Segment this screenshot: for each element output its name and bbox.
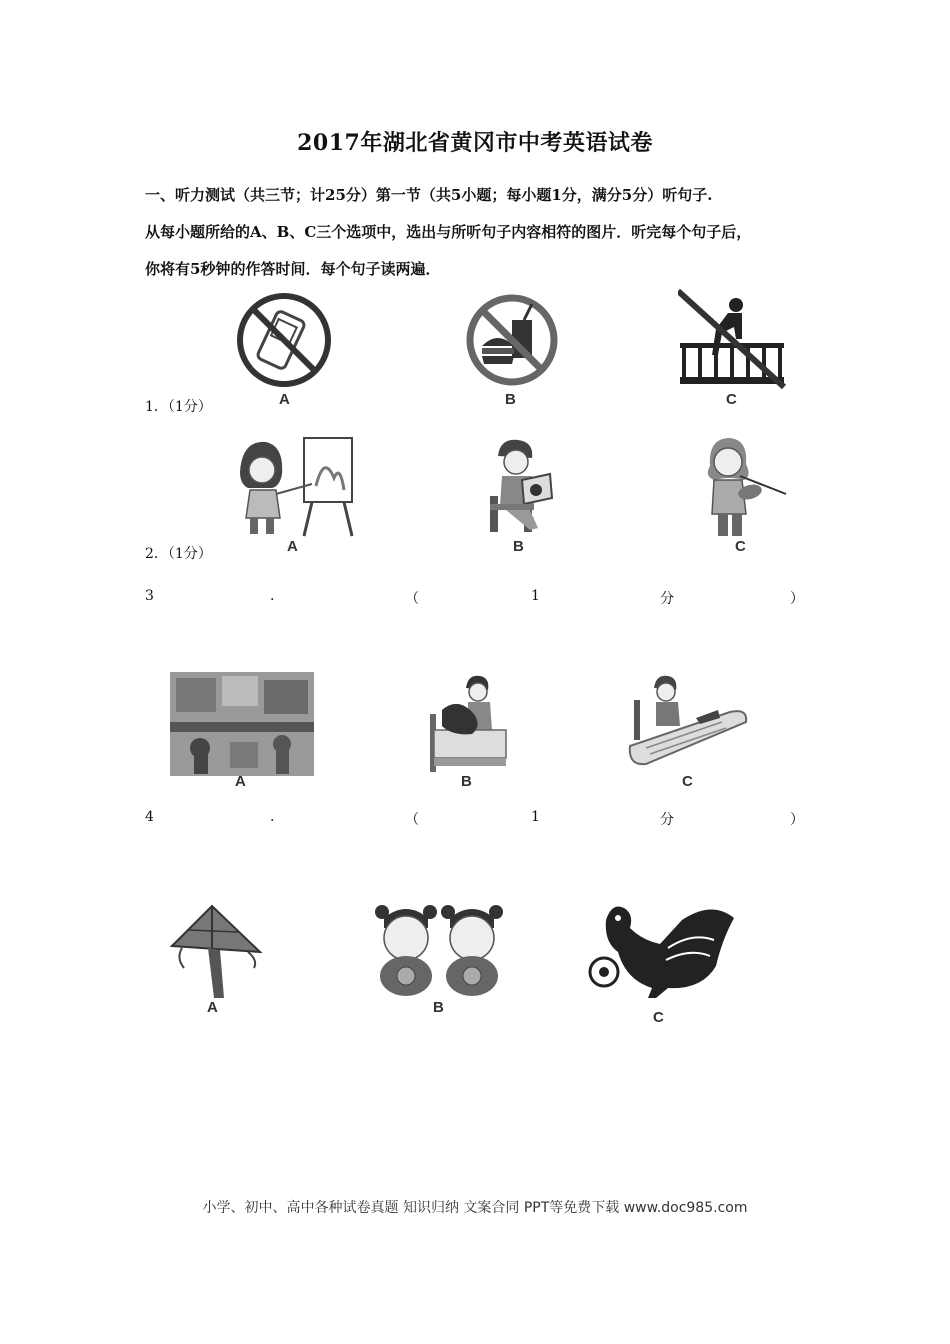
question-4-label [0, 809, 950, 829]
rooster-papercut-icon [582, 900, 740, 1004]
q2-option-a-label: A [287, 538, 298, 555]
section-instruction-line-3: 你将有5秒钟的作答时间．每个句子读两遍． [145, 260, 441, 278]
q3-number: 3 [145, 588, 154, 604]
q4-close-paren: ） [790, 812, 804, 828]
q3-dot: . [270, 588, 275, 604]
boy-ironing-icon [626, 672, 750, 772]
q1-option-c-label: C [726, 391, 737, 408]
question-1-label: 1．（1分） [145, 399, 212, 415]
q4-option-b-label: B [433, 999, 444, 1016]
lucky-dolls-icon [374, 902, 506, 998]
q1-option-b-label: B [505, 391, 516, 408]
footer-text: 小学、初中、高中各种试卷真题 知识归纳 文案合同 PPT等免费下载 www.doc985.com [202, 1200, 748, 1216]
question-3-label [0, 588, 950, 608]
q3-option-c-label: C [682, 773, 693, 790]
q3-unit: 分 [660, 591, 674, 607]
boy-making-bed-icon [428, 674, 508, 774]
q2-option-b-label: B [513, 538, 524, 555]
q3-close-paren: ） [790, 591, 804, 607]
question-2-label: 2．（1分） [145, 546, 212, 562]
q3-option-a-label: A [235, 773, 246, 790]
q4-dot: . [270, 809, 275, 825]
boy-reading-icon [484, 436, 558, 536]
no-food-drink-sign-icon [460, 292, 566, 392]
girl-painting-icon [232, 434, 356, 538]
girl-violin-icon [700, 436, 790, 540]
kite-icon [168, 902, 266, 1000]
q4-number: 4 [145, 809, 154, 825]
no-phone-sign-icon [230, 292, 338, 392]
q4-unit: 分 [660, 812, 674, 828]
q2-option-c-label: C [735, 538, 746, 555]
page-title: 2017年湖北省黄冈市中考英语试卷 [297, 130, 653, 156]
section-instruction-line-2: 从每小题所给的A、B、C三个选项中，选出与所听句子内容相符的图片．听完每个句子后， [145, 223, 752, 241]
q3-score: 1 [531, 588, 540, 604]
q3-option-b-label: B [461, 773, 472, 790]
q1-option-a-label: A [279, 391, 290, 408]
q3-open-paren: （ [405, 591, 419, 607]
q4-score: 1 [531, 809, 540, 825]
q4-open-paren: （ [405, 812, 419, 828]
q4-option-a-label: A [207, 999, 218, 1016]
no-climbing-sign-icon [678, 289, 788, 389]
section-instruction-line-1: 一、听力测试（共三节；计25分）第一节（共5小题；每小题1分，满分5分）听句子. [145, 186, 713, 204]
q4-option-c-label: C [653, 1009, 664, 1026]
street-scene-icon [170, 672, 314, 776]
